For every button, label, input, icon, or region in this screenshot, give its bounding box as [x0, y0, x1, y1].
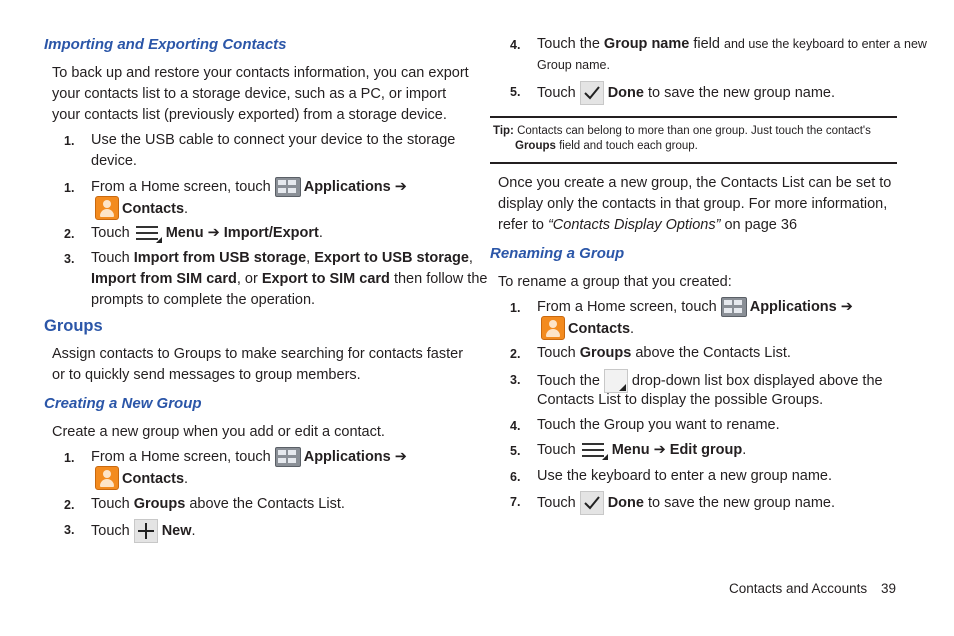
step-number: 3.	[64, 523, 75, 537]
tip-text: Contacts can belong to more than one group. Just touch the contact's	[513, 125, 871, 137]
step-enter-name: Use the keyboard to enter a new group name.	[537, 468, 833, 484]
step-touch-groups	[537, 343, 791, 364]
punctuation: ,	[306, 250, 315, 266]
step-text: Touch	[91, 250, 134, 266]
option-import-usb: Import from USB storage	[133, 250, 307, 266]
step-contacts-line	[541, 318, 634, 340]
paragraph-import-line3: your contacts list (previously exported) from a storage device.	[52, 107, 447, 123]
step-number: 1.	[64, 181, 75, 195]
paragraph-import-line2: your contacts list to a storage device, such as a PC, or import	[52, 86, 447, 102]
step-text: Touch	[537, 494, 576, 511]
step-touch-new	[91, 519, 196, 543]
step-import-options-line1	[91, 248, 473, 269]
done-label: Done	[607, 84, 644, 101]
paragraph-once-line2: display only the contacts in that group. For more information,	[498, 196, 888, 212]
step-number: 1.	[510, 301, 521, 315]
contacts-icon	[95, 196, 119, 220]
paragraph-create: Create a new group when you add or edit a contact.	[52, 424, 385, 440]
step-number: 2.	[64, 498, 75, 512]
step-import-options-line2	[91, 269, 487, 290]
step-group-name-line1	[537, 34, 927, 55]
step-text: Touch the	[537, 372, 600, 389]
option-export-usb: Export to USB storage	[314, 250, 469, 266]
step-text: Touch	[91, 496, 130, 512]
paragraph-groups-line1: Assign contacts to Groups to make searching for contacts faster	[52, 346, 464, 362]
step-text: to save the new group name.	[643, 84, 835, 101]
contacts-icon	[541, 316, 565, 340]
step-number: 4.	[510, 419, 521, 433]
checkmark-icon	[580, 81, 604, 105]
step-usb-line2: device.	[91, 153, 137, 169]
step-import-options-line3: prompts to complete the operation.	[91, 292, 316, 308]
step-group-name-line2: Group name.	[537, 58, 610, 72]
paragraph-groups-line2: or to quickly send messages to group members.	[52, 367, 361, 383]
step-text: Touch	[91, 522, 130, 539]
paragraph-rename: To rename a group that you created:	[498, 274, 732, 290]
menu-edit-label: Menu ➔ Edit group	[611, 442, 743, 458]
step-number: 1.	[64, 451, 75, 465]
paragraph-once-line1: Once you create a new group, the Contacts List can be set to	[498, 175, 892, 191]
punctuation: .	[742, 442, 747, 458]
step-home-screen	[537, 297, 853, 318]
punctuation: .	[318, 225, 323, 241]
step-text: Touch the	[537, 36, 604, 52]
contacts-label: Contacts	[568, 320, 631, 337]
menu-import-label: Menu ➔ Import/Export	[165, 225, 319, 241]
step-touch-groups	[91, 494, 345, 515]
heading-renaming-group: Renaming a Group	[490, 245, 625, 262]
step-text: and use the keyboard to enter a new	[724, 37, 927, 51]
paragraph-text: on page 36	[720, 217, 798, 233]
step-number: 2.	[64, 227, 75, 241]
plus-icon	[134, 519, 158, 543]
step-text: From a Home screen, touch	[91, 449, 271, 465]
option-import-sim: Import from SIM card	[91, 271, 237, 287]
step-home-screen	[91, 447, 407, 468]
menu-icon	[134, 223, 162, 243]
step-text: Touch	[537, 84, 576, 101]
punctuation: ,	[468, 250, 473, 266]
step-number: 5.	[510, 85, 521, 99]
applications-label: Applications ➔	[303, 449, 407, 465]
group-name-label: Group name	[603, 36, 690, 52]
step-contacts-line	[95, 468, 188, 490]
step-dropdown-line2: Contacts List to display the possible Groups.	[537, 392, 824, 408]
footer-section: Contacts and Accounts	[729, 581, 868, 596]
step-touch-group: Touch the Group you want to rename.	[537, 417, 780, 433]
step-number: 6.	[510, 470, 521, 484]
step-text: Touch	[537, 345, 580, 361]
step-touch-done	[537, 81, 835, 105]
step-usb-line1: Use the USB cable to connect your device to the storage	[91, 132, 456, 148]
tip-line1	[493, 124, 871, 139]
contacts-label: Contacts	[122, 470, 185, 487]
step-text: Touch	[91, 225, 130, 241]
paragraph-import-line1: To back up and restore your contacts information, you can export	[52, 65, 469, 81]
checkmark-icon	[580, 491, 604, 515]
step-touch-done	[537, 491, 835, 515]
step-text: field	[689, 36, 724, 52]
cross-reference-link[interactable]: “Contacts Display Options”	[547, 217, 721, 233]
step-menu-import	[91, 223, 323, 244]
tip-text: field and touch each group.	[555, 140, 698, 152]
menu-icon	[580, 440, 608, 460]
step-text: , or	[236, 271, 262, 287]
punctuation: .	[191, 522, 196, 539]
applications-icon	[275, 447, 301, 467]
paragraph-once-line3	[498, 215, 797, 236]
groups-label: Groups	[579, 345, 632, 361]
step-menu-edit	[537, 440, 746, 461]
tip-box	[490, 116, 897, 164]
step-text: then follow the	[389, 271, 488, 287]
punctuation: .	[184, 470, 189, 487]
step-home-screen	[91, 177, 407, 198]
step-number: 2.	[510, 347, 521, 361]
paragraph-text: refer to	[498, 217, 548, 233]
applications-icon	[721, 297, 747, 317]
step-number: 7.	[510, 495, 521, 509]
heading-creating-group: Creating a New Group	[44, 395, 202, 412]
tip-label: Tip:	[493, 125, 514, 137]
step-number: 5.	[510, 444, 521, 458]
step-text: to save the new group name.	[643, 494, 835, 511]
heading-groups: Groups	[44, 317, 103, 335]
groups-label: Groups	[133, 496, 186, 512]
step-text: Touch	[537, 442, 576, 458]
step-number: 3.	[510, 373, 521, 387]
applications-label: Applications ➔	[303, 179, 407, 195]
step-text: drop-down list box displayed above the	[631, 372, 883, 389]
done-label: Done	[607, 494, 644, 511]
step-text: above the Contacts List.	[631, 345, 791, 361]
tip-groups-label: Groups	[515, 140, 556, 152]
applications-label: Applications ➔	[749, 299, 853, 315]
option-export-sim: Export to SIM card	[261, 271, 390, 287]
new-label: New	[161, 522, 192, 539]
step-text: From a Home screen, touch	[537, 299, 717, 315]
footer-page-number: 39	[881, 581, 897, 596]
step-number: 3.	[64, 252, 75, 266]
applications-icon	[275, 177, 301, 197]
step-number: 1.	[64, 134, 75, 148]
step-number: 4.	[510, 38, 521, 52]
step-text: From a Home screen, touch	[91, 179, 271, 195]
contacts-label: Contacts	[122, 200, 185, 217]
tip-line2	[515, 139, 698, 154]
heading-importing-exporting: Importing and Exporting Contacts	[44, 36, 287, 53]
punctuation: .	[630, 320, 635, 337]
step-contacts-line	[95, 198, 188, 220]
punctuation: .	[184, 200, 189, 217]
step-text: above the Contacts List.	[185, 496, 345, 512]
contacts-icon	[95, 466, 119, 490]
